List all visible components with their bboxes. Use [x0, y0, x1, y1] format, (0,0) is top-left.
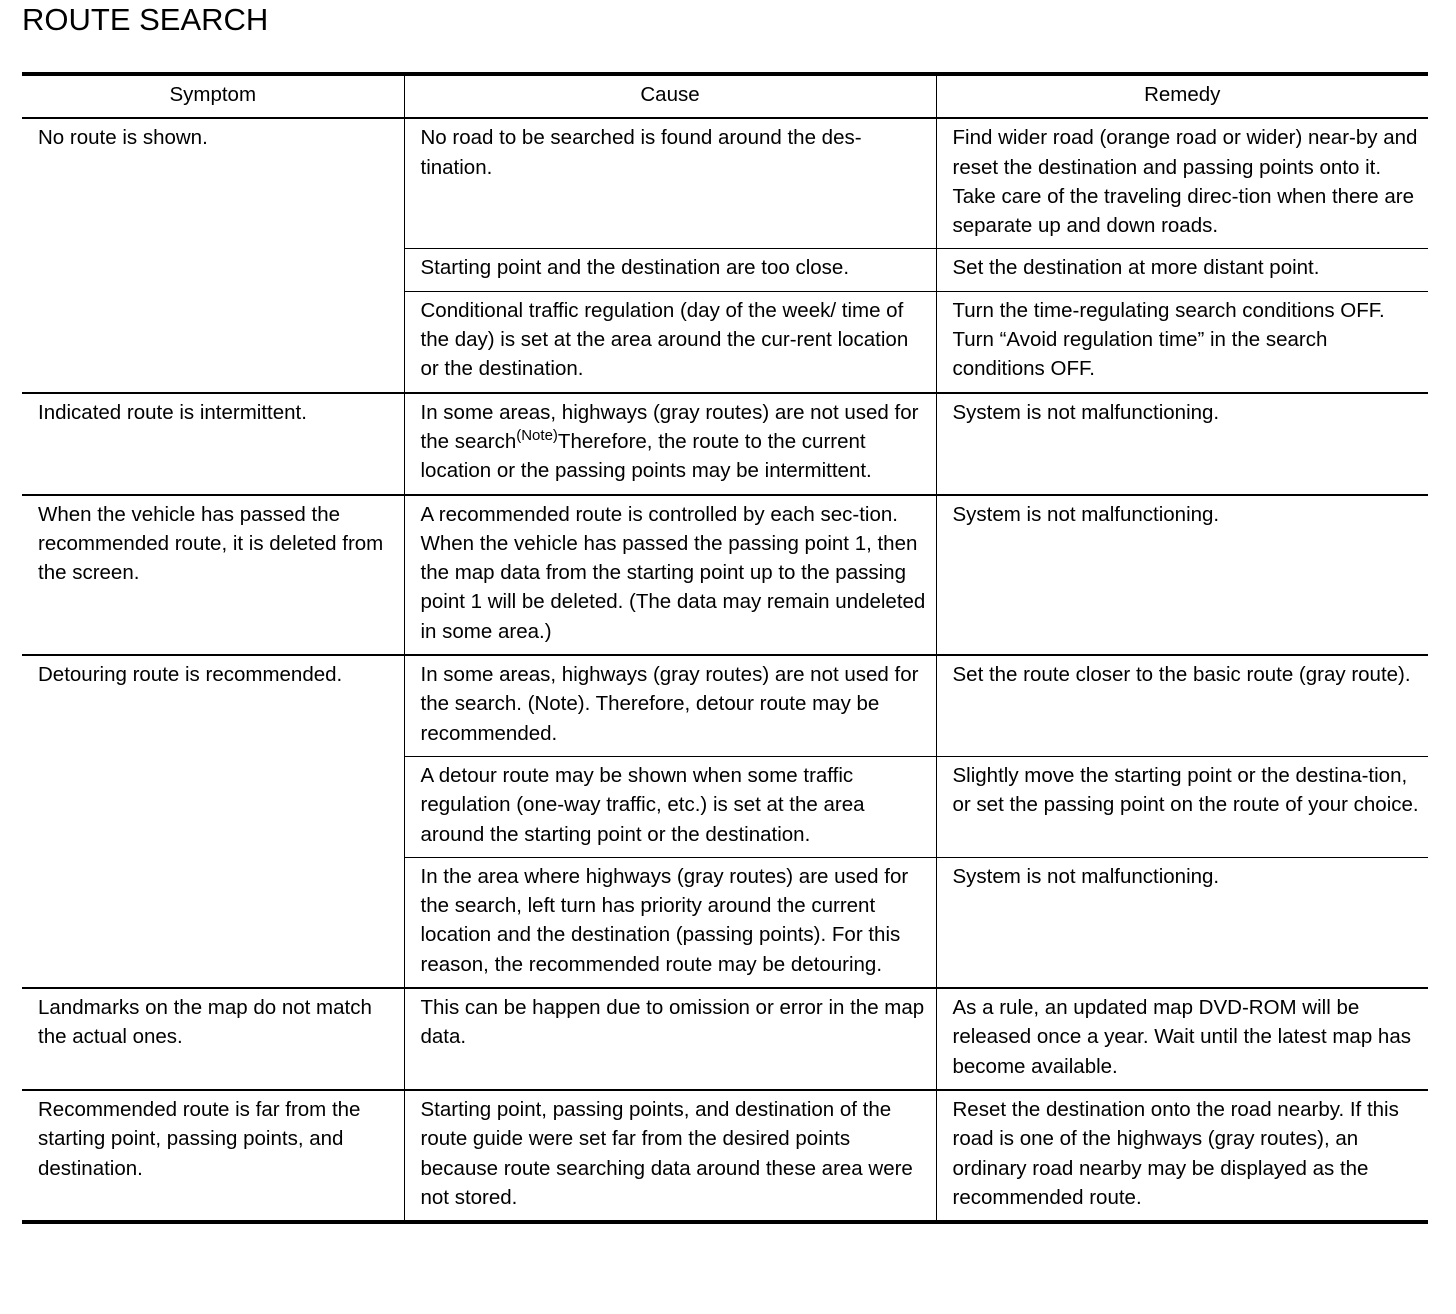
symptom-cell: Landmarks on the map do not match the actual ones.	[22, 988, 404, 1090]
symptom-cell: When the vehicle has passed the recommended route, it is deleted from the screen.	[22, 495, 404, 655]
header-remedy: Remedy	[936, 74, 1428, 118]
table-row	[22, 118, 1428, 249]
symptom-cell: No route is shown.	[22, 118, 404, 392]
table-row	[22, 495, 1428, 655]
table-row	[22, 655, 1428, 756]
cause-cell: Conditional traffic regulation (day of the week/ time of the day) is set at the area around the cur-rent location or the destination.	[404, 291, 936, 392]
symptom-cell: Recommended route is far from the starting point, passing points, and destination.	[22, 1090, 404, 1222]
cause-cell: In some areas, highways (gray routes) are not used for the search. (Note). Therefore, detour route may be recommended.	[404, 655, 936, 756]
cause-cell: A detour route may be shown when some traffic regulation (one-way traffic, etc.) is set at the area around the starting point or the destination.	[404, 756, 936, 857]
remedy-cell: System is not malfunctioning.	[936, 857, 1428, 988]
remedy-cell: Set the route closer to the basic route (gray route).	[936, 655, 1428, 756]
symptom-cell: Detouring route is recommended.	[22, 655, 404, 988]
remedy-cell: Reset the destination onto the road nearby. If this road is one of the highways (gray routes), an ordinary road nearby may be displayed as the recommended route.	[936, 1090, 1428, 1222]
cause-text: In some areas, highways (gray routes) are not used for the search	[420, 400, 919, 453]
symptom-cell: Indicated route is intermittent.	[22, 393, 404, 495]
remedy-cell: Set the destination at more distant point.	[936, 249, 1428, 291]
header-row	[22, 74, 1428, 118]
note-reference: (Note)	[516, 426, 558, 444]
header-symptom: Symptom	[22, 74, 404, 118]
table-row	[22, 988, 1428, 1090]
remedy-cell: As a rule, an updated map DVD-ROM will be released once a year. Wait until the latest map has become available.	[936, 988, 1428, 1090]
cause-text: Therefore, the route to the current location or the passing points may be intermittent.	[420, 429, 872, 483]
remedy-cell: System is not malfunctioning.	[936, 495, 1428, 655]
table-row	[22, 393, 1428, 495]
remedy-cell: Find wider road (orange road or wider) near-by and reset the destination and passing points onto it. Take care of the traveling direc-tion when there are separate up and down roads.	[936, 118, 1428, 249]
table-row	[22, 1090, 1428, 1222]
cause-cell: Starting point and the destination are too close.	[404, 249, 936, 291]
remedy-cell: Turn the time-regulating search conditions OFF. Turn “Avoid regulation time” in the search conditions OFF.	[936, 291, 1428, 392]
cause-cell: This can be happen due to omission or error in the map data.	[404, 988, 936, 1090]
cause-cell: No road to be searched is found around the des-tination.	[404, 118, 936, 249]
cause-cell: Starting point, passing points, and destination of the route guide were set far from the desired points because route searching data around these area were not stored.	[404, 1090, 936, 1222]
route-search-table	[22, 72, 1428, 1224]
header-cause: Cause	[404, 74, 936, 118]
remedy-cell: System is not malfunctioning.	[936, 393, 1428, 495]
cause-cell	[404, 393, 936, 495]
cause-cell: In the area where highways (gray routes) are used for the search, left turn has priority around the current location and the destination (passing points). For this reason, the recommended route may be detouring.	[404, 857, 936, 988]
cause-cell: A recommended route is controlled by each sec-tion. When the vehicle has passed the passing point 1, then the map data from the starting point up to the passing point 1 will be deleted. (The data may remain undeleted in some area.)	[404, 495, 936, 655]
page-title: ROUTE SEARCH	[22, 2, 269, 37]
remedy-cell: Slightly move the starting point or the destina-tion, or set the passing point on the route of your choice.	[936, 756, 1428, 857]
